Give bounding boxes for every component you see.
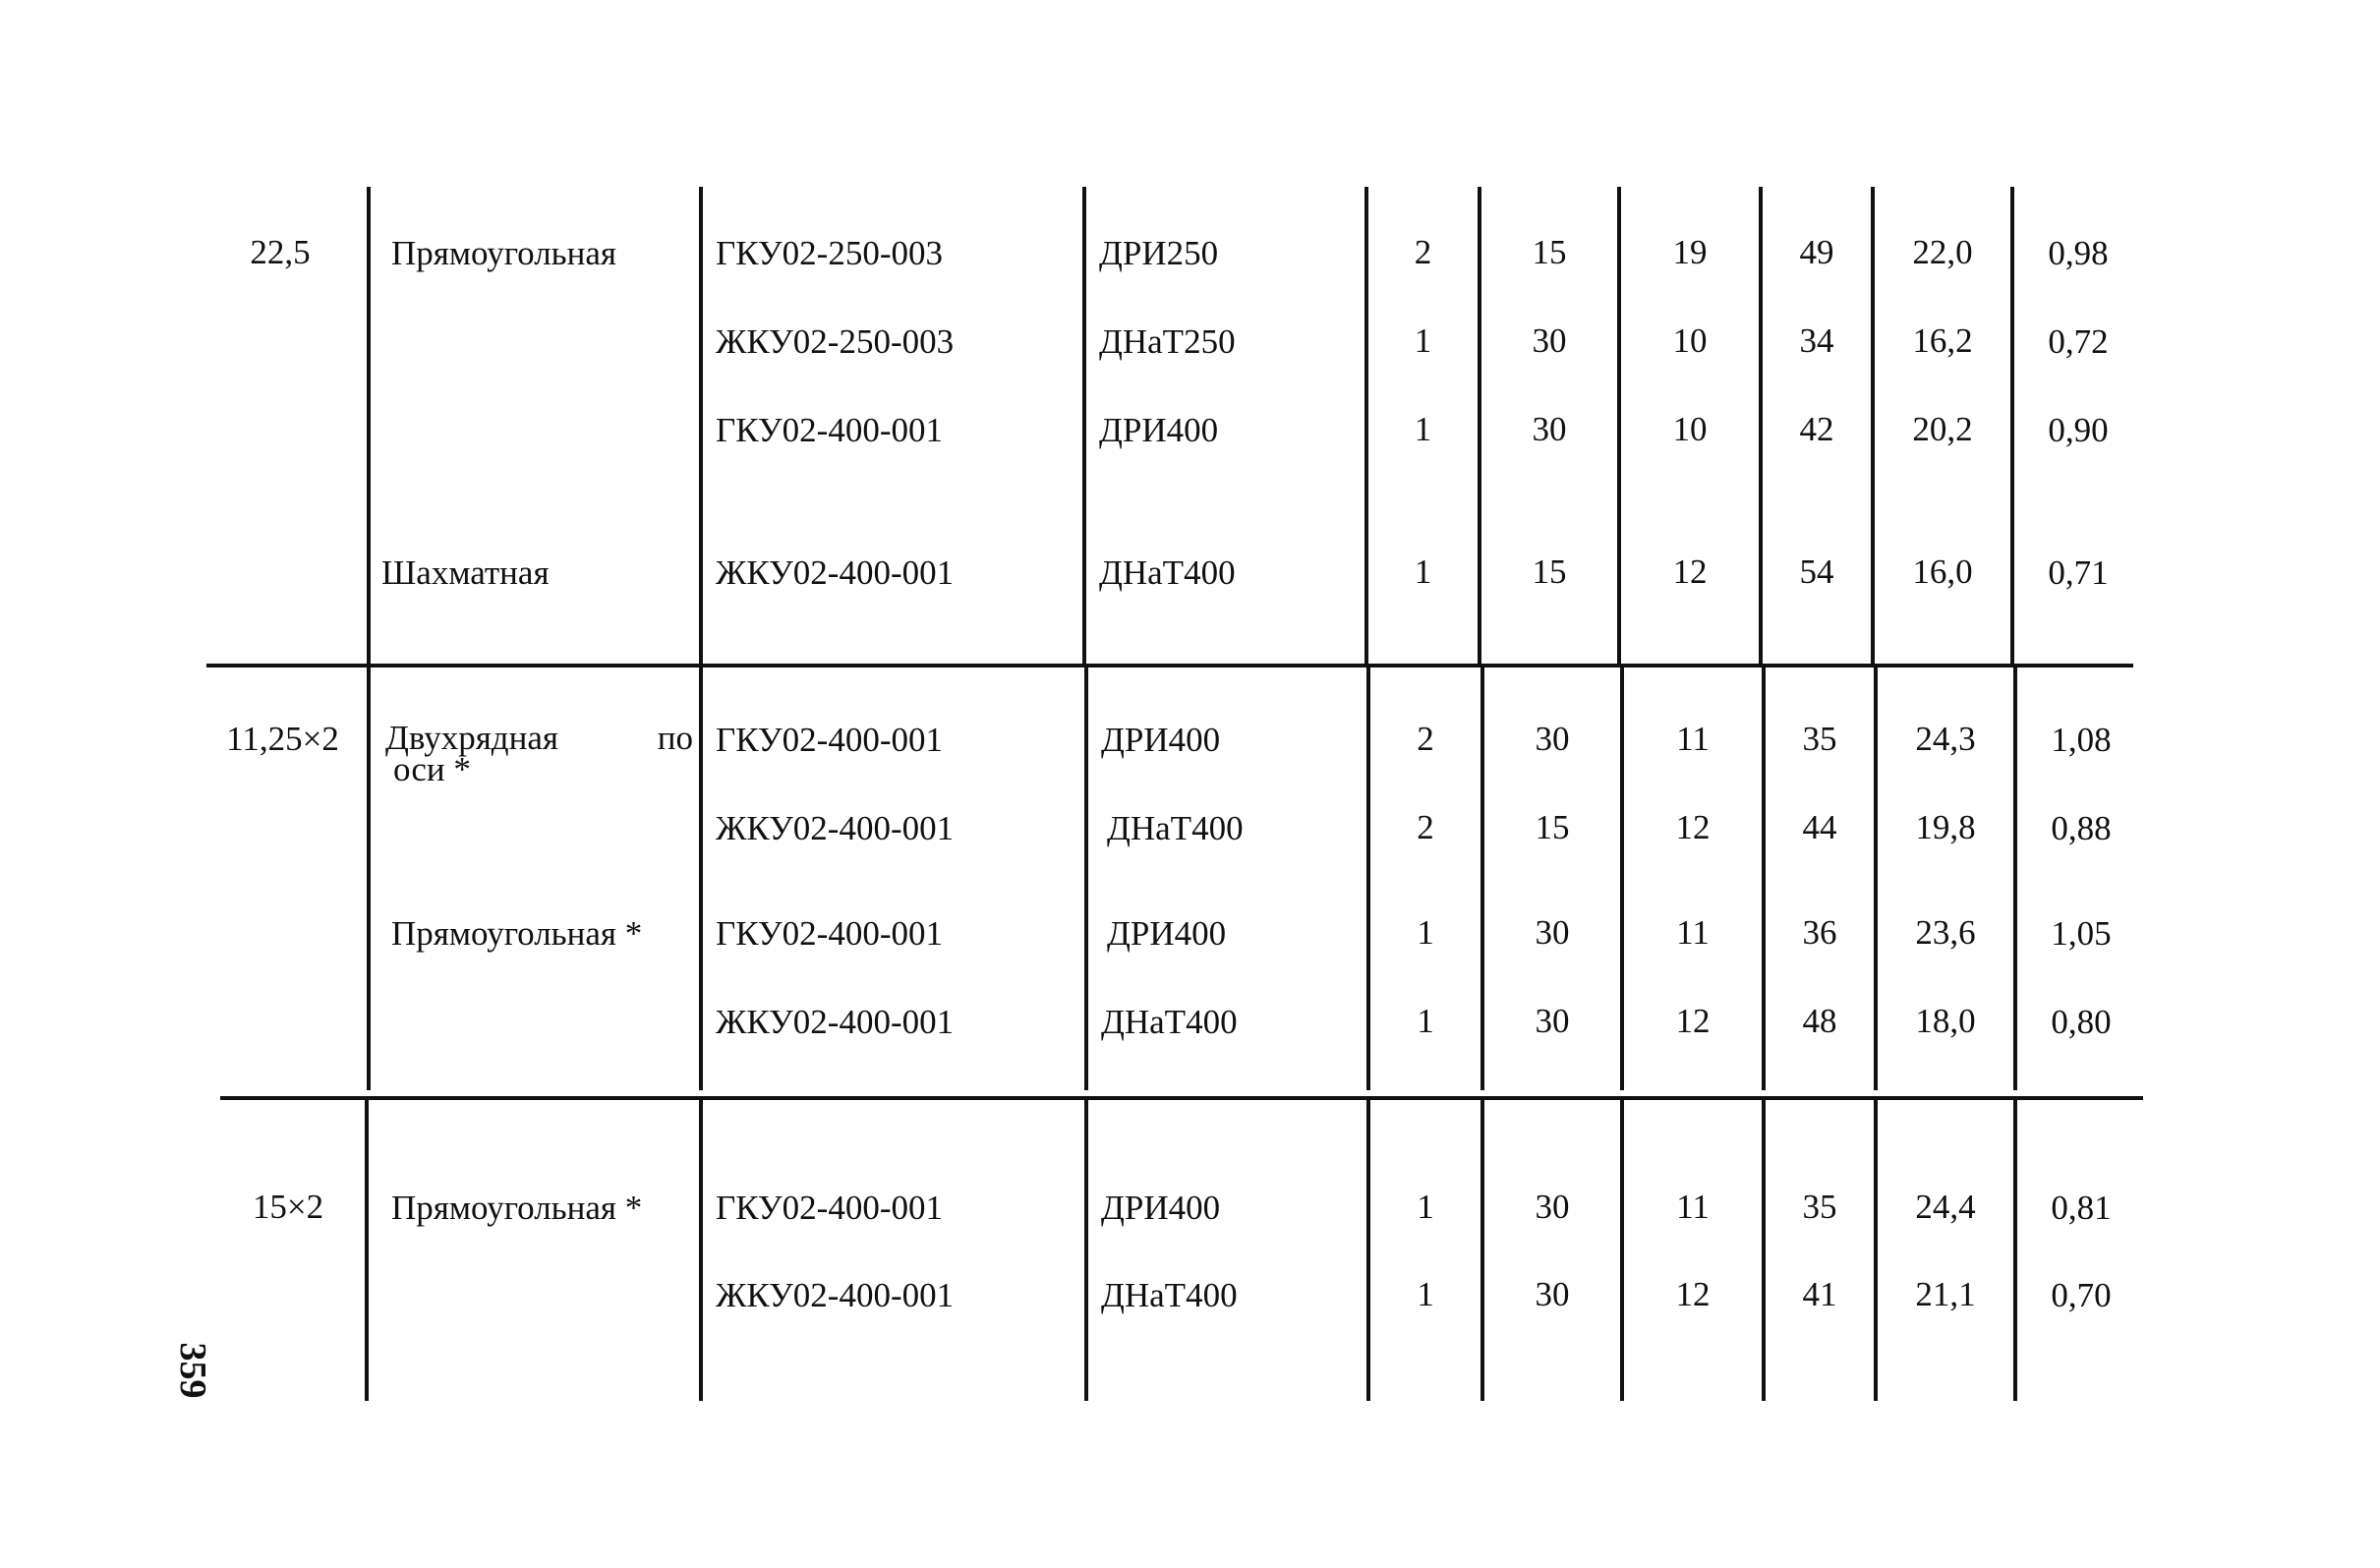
value-c5: 16,2	[1912, 321, 1973, 360]
lamp-type: ДРИ400	[1107, 914, 1227, 953]
value-c4: 41	[1802, 1275, 1837, 1313]
lamp-type: ДНаТ400	[1099, 553, 1236, 592]
value-c6: 0,98	[2048, 234, 2109, 272]
value-c5: 20,2	[1912, 410, 1973, 448]
value-c6: 0,72	[2048, 322, 2109, 361]
value-c3: 11	[1676, 1188, 1710, 1226]
lamp-type: ДНаТ250	[1099, 322, 1236, 361]
column-rule	[699, 187, 703, 664]
value-c6: 0,81	[2051, 1189, 2112, 1227]
arrangement-word: по	[657, 719, 693, 757]
value-c4: 54	[1799, 552, 1834, 591]
column-rule	[1762, 1100, 1766, 1401]
luminaire-type: ЖКУ02-400-001	[716, 553, 955, 592]
value-c6: 1,08	[2051, 721, 2112, 759]
value-c3: 12	[1675, 808, 1711, 846]
value-c3: 12	[1675, 1002, 1711, 1040]
mounting-height: 22,5	[250, 233, 311, 271]
luminaire-type: ГКУ02-250-003	[716, 234, 943, 272]
lamp-type: ДНаТ400	[1101, 1003, 1238, 1041]
value-c5: 19,8	[1915, 808, 1976, 846]
arrangement-continuation: оси *	[393, 750, 471, 788]
lamp-type: ДНаТ400	[1101, 1276, 1238, 1314]
mounting-height: 11,25×2	[226, 720, 339, 758]
value-c4: 49	[1799, 233, 1834, 271]
page-number: 359	[172, 1342, 213, 1399]
value-c5: 24,3	[1915, 720, 1976, 758]
value-c3: 19	[1672, 233, 1708, 271]
column-rule	[1084, 668, 1088, 1090]
value-c2: 30	[1532, 410, 1567, 448]
value-c5: 18,0	[1915, 1002, 1976, 1040]
value-c3: 12	[1672, 552, 1708, 591]
value-c1: 1	[1417, 913, 1434, 952]
column-rule	[365, 1100, 369, 1401]
group-separator	[206, 664, 2133, 668]
value-c4: 34	[1799, 321, 1834, 360]
value-c2: 30	[1535, 1002, 1570, 1040]
value-c6: 0,71	[2048, 553, 2109, 592]
value-c5: 22,0	[1912, 233, 1973, 271]
luminaire-type: ЖКУ02-400-001	[716, 809, 955, 847]
column-rule	[699, 668, 703, 1090]
value-c1: 1	[1417, 1002, 1434, 1040]
column-rule	[1874, 1100, 1878, 1401]
lamp-type: ДРИ250	[1099, 234, 1219, 272]
value-c3: 11	[1676, 913, 1710, 952]
column-rule	[699, 1100, 703, 1401]
arrangement: Прямоугольная *	[391, 914, 643, 953]
value-c1: 2	[1417, 720, 1434, 758]
column-rule	[2013, 1100, 2017, 1401]
mounting-height: 15×2	[252, 1188, 324, 1226]
column-rule	[1620, 1100, 1624, 1401]
value-c1: 2	[1417, 808, 1434, 846]
column-rule	[1480, 1100, 1484, 1401]
value-c4: 35	[1802, 1188, 1837, 1226]
column-rule	[1084, 1100, 1088, 1401]
arrangement-word: Двухрядная	[385, 719, 558, 757]
group-separator	[220, 1096, 2143, 1100]
column-rule	[1366, 1100, 1370, 1401]
value-c2: 15	[1532, 552, 1567, 591]
value-c6: 0,80	[2051, 1003, 2112, 1041]
value-c3: 10	[1672, 410, 1708, 448]
arrangement: Прямоугольная *	[391, 1189, 643, 1227]
value-c4: 48	[1802, 1002, 1837, 1040]
value-c1: 1	[1414, 410, 1432, 448]
value-c4: 35	[1802, 720, 1837, 758]
value-c1: 2	[1414, 233, 1432, 271]
value-c4: 44	[1802, 808, 1837, 846]
lamp-type: ДРИ400	[1101, 721, 1221, 759]
value-c3: 12	[1675, 1275, 1711, 1313]
luminaire-type: ГКУ02-400-001	[716, 1189, 943, 1227]
value-c4: 42	[1799, 410, 1834, 448]
value-c5: 21,1	[1915, 1275, 1976, 1313]
column-rule	[367, 668, 371, 1090]
value-c5: 23,6	[1915, 913, 1976, 952]
value-c2: 30	[1535, 720, 1570, 758]
value-c4: 36	[1802, 913, 1837, 952]
column-rule	[367, 187, 371, 664]
value-c2: 30	[1535, 913, 1570, 952]
column-rule	[1082, 187, 1086, 664]
value-c6: 0,88	[2051, 809, 2112, 847]
arrangement: Прямоугольная	[391, 234, 617, 272]
lamp-type: ДРИ400	[1101, 1189, 1221, 1227]
value-c5: 24,4	[1915, 1188, 1976, 1226]
luminaire-type: ГКУ02-400-001	[716, 411, 943, 449]
lamp-type: ДРИ400	[1099, 411, 1219, 449]
value-c5: 16,0	[1912, 552, 1973, 591]
lamp-type: ДНаТ400	[1107, 809, 1244, 847]
value-c6: 0,70	[2051, 1276, 2112, 1314]
value-c2: 30	[1535, 1188, 1570, 1226]
value-c6: 1,05	[2051, 914, 2112, 953]
value-c1: 1	[1414, 321, 1432, 360]
value-c3: 11	[1676, 720, 1710, 758]
arrangement: Шахматная	[381, 553, 550, 592]
luminaire-type: ГКУ02-400-001	[716, 721, 943, 759]
value-c1: 1	[1417, 1275, 1434, 1313]
value-c2: 15	[1532, 233, 1567, 271]
value-c2: 30	[1532, 321, 1567, 360]
arrangement	[385, 721, 693, 787]
value-c6: 0,90	[2048, 411, 2109, 449]
value-c2: 15	[1535, 808, 1570, 846]
value-c1: 1	[1414, 552, 1432, 591]
luminaire-type: ЖКУ02-400-001	[716, 1003, 955, 1041]
value-c2: 30	[1535, 1275, 1570, 1313]
value-c1: 1	[1417, 1188, 1434, 1226]
luminaire-type: ЖКУ02-400-001	[716, 1276, 955, 1314]
value-c3: 10	[1672, 321, 1708, 360]
luminaire-type: ЖКУ02-250-003	[716, 322, 955, 361]
luminaire-type: ГКУ02-400-001	[716, 914, 943, 953]
